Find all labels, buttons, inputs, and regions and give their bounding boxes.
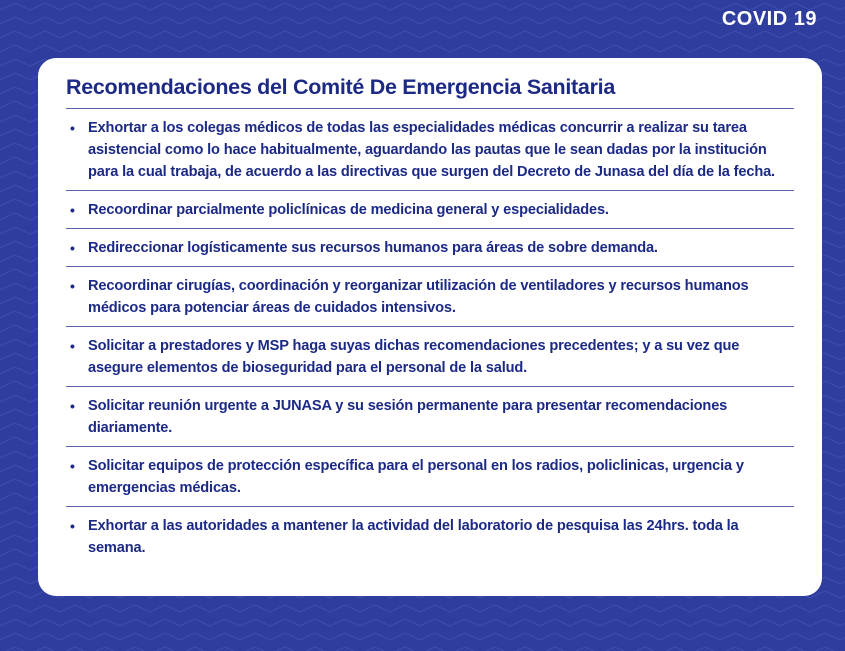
bullet-icon: • bbox=[70, 398, 75, 414]
list-item-text: Redireccionar logísticamente sus recursos humanos para áreas de sobre demanda. bbox=[88, 240, 658, 256]
list-item bbox=[66, 507, 794, 566]
list-item-text: Recoordinar cirugías, coordinación y reorganizar utilización de ventiladores y recursos humanos médicos para potenciar áreas de cuidados intensivos. bbox=[88, 278, 749, 316]
list-item bbox=[66, 229, 794, 267]
list-item bbox=[66, 109, 794, 191]
bullet-icon: • bbox=[70, 240, 75, 256]
recommendations-card bbox=[38, 58, 822, 596]
list-item-text: Solicitar a prestadores y MSP haga suyas dichas recomendaciones precedentes; y a su vez que asegure elementos de bioseguridad para el personal de la salud. bbox=[88, 338, 740, 376]
list-item-text: Solicitar equipos de protección específica para el personal en los radios, policlinicas, urgencia y emergencias médicas. bbox=[88, 458, 744, 496]
card-title: Recomendaciones del Comité De Emergencia Sanitaria bbox=[66, 72, 794, 109]
list-item bbox=[66, 447, 794, 507]
bullet-icon: • bbox=[70, 202, 75, 218]
list-item-text: Solicitar reunión urgente a JUNASA y su sesión permanente para presentar recomendaciones diariamente. bbox=[88, 398, 728, 436]
list-item-text: Recoordinar parcialmente policlínicas de medicina general y especialidades. bbox=[88, 202, 609, 218]
list-item-text: Exhortar a los colegas médicos de todas las especialidades médicas concurrir a realizar su tarea asistencial como lo hace habitualmente, aguardando las pautas que le sean dadas por la institución para la cual trabaja, de acuerdo a las directivas que surgen del Decreto de Junasa del día de la fecha. bbox=[88, 120, 775, 180]
bullet-icon: • bbox=[70, 120, 75, 136]
list-item bbox=[66, 327, 794, 387]
bullet-icon: • bbox=[70, 518, 75, 534]
bullet-icon: • bbox=[70, 458, 75, 474]
bullet-icon: • bbox=[70, 278, 75, 294]
list-item bbox=[66, 387, 794, 447]
covid-badge: COVID 19 bbox=[721, 8, 817, 30]
bullet-icon: • bbox=[70, 338, 75, 354]
list-item bbox=[66, 191, 794, 229]
list-item bbox=[66, 267, 794, 327]
recommendations-list bbox=[66, 109, 794, 566]
list-item-text: Exhortar a las autoridades a mantener la actividad del laboratorio de pesquisa las 24hrs. toda la semana. bbox=[88, 518, 739, 556]
